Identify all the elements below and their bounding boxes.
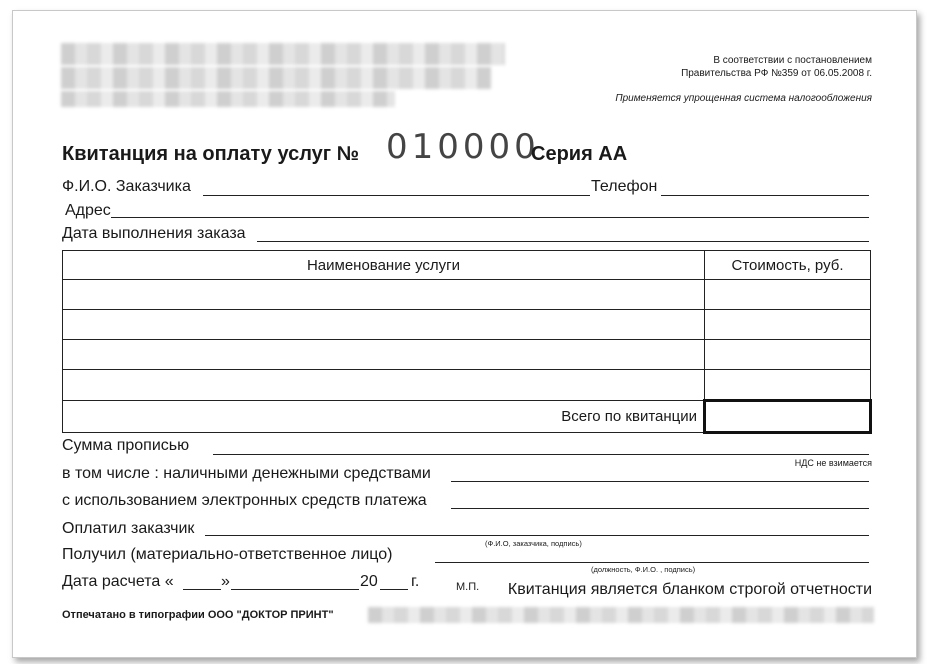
redacted-organization-info <box>61 43 505 65</box>
redacted-organization-info <box>61 91 395 107</box>
received-by-hint: (должность, Ф.И.О. , подпись) <box>591 565 696 574</box>
receipt-form <box>12 10 917 658</box>
cost-cell[interactable] <box>705 280 871 310</box>
cost-column-header: Стоимость, руб. <box>705 251 871 280</box>
receipt-title: Квитанция на оплату услуг № <box>62 143 359 165</box>
table-header-row <box>63 251 871 280</box>
service-column-header: Наименование услуги <box>63 251 705 280</box>
printer-credit: Отпечатано в типографии ООО "ДОКТОР ПРИНТ" <box>62 609 334 621</box>
table-row <box>63 340 871 370</box>
decree-line-2: Правительства РФ №359 от 06.05.2008 г. <box>681 68 872 79</box>
paid-by-line[interactable] <box>205 535 869 536</box>
stamp-place: М.П. <box>456 581 480 593</box>
order-date-label: Дата выполнения заказа <box>62 225 246 242</box>
service-cell[interactable] <box>63 280 705 310</box>
settlement-month-line[interactable] <box>231 589 359 590</box>
vat-note: НДС не взимается <box>794 458 872 468</box>
paid-by-hint: (Ф.И.О, заказчика, подпись) <box>485 539 582 548</box>
received-by-label: Получил (материально-ответственное лицо) <box>62 546 393 563</box>
electronic-payment-line[interactable] <box>451 508 869 509</box>
phone-label: Телефон <box>591 178 658 195</box>
cost-cell[interactable] <box>705 310 871 340</box>
service-cell[interactable] <box>63 370 705 401</box>
table-row <box>63 280 871 310</box>
cash-label: в том числе : наличными денежными средствами <box>62 465 431 482</box>
total-label: Всего по квитанции <box>63 401 705 433</box>
settlement-day-line[interactable] <box>183 589 221 590</box>
redacted-organization-info <box>61 67 491 89</box>
table-row <box>63 370 871 401</box>
electronic-payment-label: с использованием электронных средств платежа <box>62 492 427 509</box>
customer-name-line[interactable] <box>203 195 590 196</box>
address-label: Адрес <box>65 202 111 219</box>
strict-reporting-note: Квитанция является бланком строгой отчетности <box>507 581 872 598</box>
decree-line-1: В соответствии с постановлением <box>713 55 872 66</box>
settlement-year-prefix: 20 <box>360 573 378 590</box>
paid-by-label: Оплатил заказчик <box>62 520 195 537</box>
customer-name-label: Ф.И.О. Заказчика <box>62 178 191 195</box>
cost-cell[interactable] <box>705 370 871 401</box>
address-line[interactable] <box>111 217 869 218</box>
tax-system-note: Применяется упрощенная система налогообложения <box>615 93 872 104</box>
services-table <box>62 250 872 434</box>
service-cell[interactable] <box>63 340 705 370</box>
settlement-year-suffix: г. <box>411 573 420 590</box>
redacted-printer-info <box>368 607 874 623</box>
settlement-year-line[interactable] <box>380 589 408 590</box>
table-row <box>63 310 871 340</box>
receipt-number: 010000 <box>386 127 540 167</box>
phone-line[interactable] <box>661 195 869 196</box>
received-by-line[interactable] <box>435 562 869 563</box>
total-amount-box[interactable] <box>705 401 871 433</box>
settlement-date-prefix: Дата расчета « <box>62 573 174 590</box>
sum-in-words-label: Сумма прописью <box>62 437 190 454</box>
settlement-date-quote: » <box>221 573 230 590</box>
cash-line[interactable] <box>451 481 869 482</box>
total-row <box>63 401 871 433</box>
order-date-line[interactable] <box>257 241 869 242</box>
service-cell[interactable] <box>63 310 705 340</box>
sum-in-words-line[interactable] <box>213 454 869 455</box>
receipt-series: Серия АА <box>531 143 628 165</box>
cost-cell[interactable] <box>705 340 871 370</box>
